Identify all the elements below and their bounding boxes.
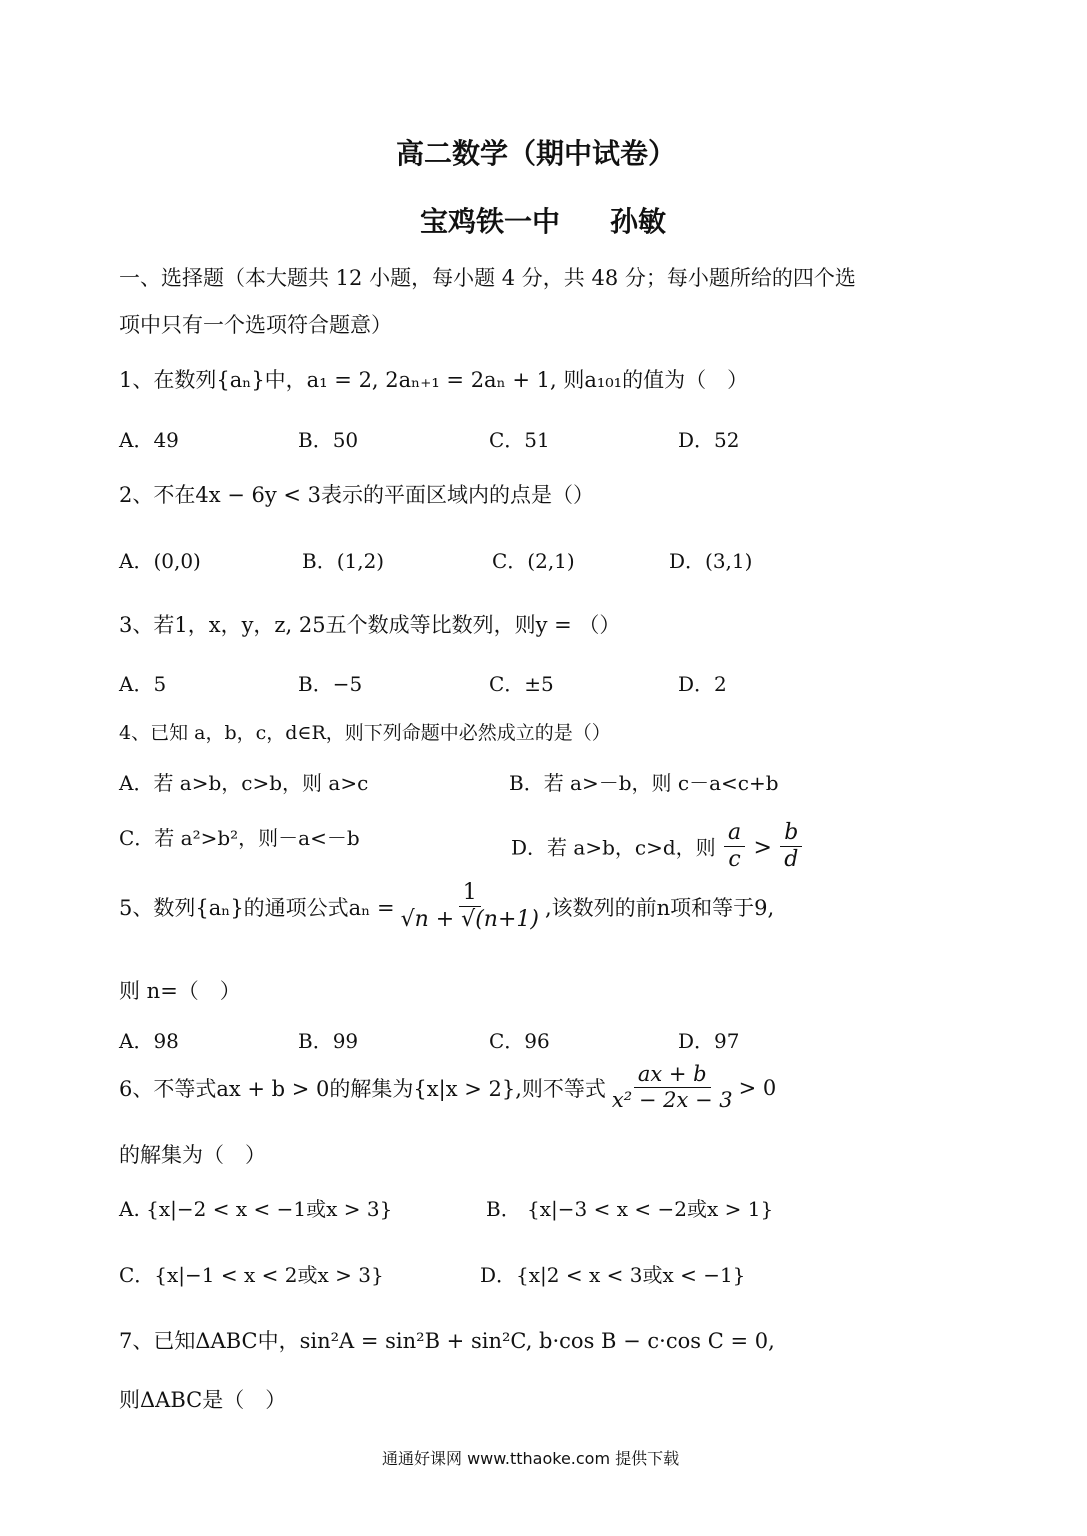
- question-6-stem-post: > 0: [738, 1075, 777, 1100]
- question-6-option-d: D．{x|2 < x < 3或x < −1}: [480, 1263, 746, 1287]
- question-2-option-a: A．(0,0): [119, 549, 201, 573]
- question-2-stem: 2、不在4x − 6y < 3表示的平面区域内的点是（）: [119, 483, 595, 507]
- page-title: 高二数学（期中试卷）: [396, 137, 677, 170]
- question-4-stem: 4、已知 a，b，c，d∈R，则下列命题中必然成立的是（）: [119, 722, 611, 744]
- question-6-option-b: B． {x|−3 < x < −2或x > 1}: [486, 1197, 774, 1221]
- question-3-stem: 3、若1，x，y，z, 25五个数成等比数列，则y = （）: [119, 613, 621, 637]
- question-7-stem-line2: 则ΔABC是（ ）: [119, 1388, 287, 1412]
- question-1-option-c: C．51: [489, 428, 550, 452]
- question-1-option-a: A．49: [119, 428, 179, 452]
- question-1-option-d: D．52: [678, 428, 740, 452]
- question-1-option-b: B．50: [298, 428, 359, 452]
- question-3-option-d: D．2: [678, 672, 727, 696]
- fraction-numerator: ax + b: [634, 1062, 711, 1088]
- question-2-option-c: C．(2,1): [492, 549, 575, 573]
- author-name: 孙敏: [610, 205, 667, 238]
- fraction-a-over-c: [724, 820, 745, 874]
- question-5-stem-line2: 则 n=（ ）: [119, 979, 241, 1003]
- question-7-stem: 7、已知ΔABC中，sin²A = sin²B + sin²C, b·cos B − c·cos C = 0,: [119, 1329, 775, 1353]
- question-6-option-a: A. {x|−2 < x < −1或x > 3}: [119, 1197, 393, 1221]
- question-4-option-c: C．若 a²>b²，则－a<－b: [119, 826, 360, 850]
- fraction-b-over-d: [780, 820, 802, 874]
- question-5-stem-post: ,该数列的前n项和等于9,: [544, 895, 775, 920]
- question-2-option-b: B．(1,2): [302, 549, 385, 573]
- question-4-option-d: [511, 822, 804, 876]
- question-5-stem: [119, 880, 774, 934]
- fraction-denominator: x² − 2x − 3: [611, 1088, 733, 1113]
- question-6-stem: [119, 1062, 776, 1113]
- question-5-option-c: C．96: [489, 1029, 550, 1053]
- question-3-option-b: B．−5: [298, 672, 363, 696]
- greater-than-sign: >: [753, 835, 772, 861]
- question-5-option-d: D．97: [678, 1029, 740, 1053]
- fraction-general-term: [397, 880, 543, 934]
- question-4-option-a: A．若 a>b，c>b，则 a>c: [119, 771, 369, 795]
- question-4-option-d-text: D．若 a>b，c>d，则: [511, 835, 716, 860]
- question-1-stem: 1、在数列{aₙ}中，a₁ = 2, 2aₙ₊₁ = 2aₙ + 1, 则a₁₀₁的值为（ ）: [119, 368, 749, 392]
- question-5-option-b: B．99: [298, 1029, 359, 1053]
- fraction-numerator: b: [780, 820, 802, 847]
- footer-download-note: 通通好课网 www.tthaoke.com 提供下载: [382, 1449, 680, 1468]
- question-3-option-c: C．±5: [489, 672, 554, 696]
- question-6-option-c: C．{x|−1 < x < 2或x > 3}: [119, 1263, 384, 1287]
- question-5-stem-pre: 5、数列{aₙ}的通项公式aₙ =: [119, 895, 395, 920]
- question-6-stem-pre: 6、不等式ax + b > 0的解集为{x|x > 2},则不等式: [119, 1076, 606, 1101]
- fraction-numerator: a: [724, 820, 745, 847]
- question-2-option-d: D．(3,1): [669, 549, 753, 573]
- question-3-option-a: A．5: [119, 672, 167, 696]
- question-5-option-a: A．98: [119, 1029, 179, 1053]
- section-heading-line1: 一、选择题（本大题共 12 小题，每小题 4 分，共 48 分；每小题所给的四个选: [119, 266, 856, 290]
- fraction-denominator: d: [784, 847, 799, 873]
- fraction-denominator: c: [728, 847, 741, 873]
- fraction-denominator: √n + √(n+1): [400, 907, 539, 933]
- question-4-option-b: B．若 a>－b，则 c－a<c+b: [509, 771, 779, 795]
- question-6-stem-line2: 的解集为（ ）: [119, 1143, 266, 1167]
- school-name: 宝鸡铁一中: [420, 205, 561, 238]
- fraction-numerator: 1: [459, 880, 481, 907]
- fraction-inequality: [608, 1062, 737, 1113]
- section-heading-line2: 项中只有一个选项符合题意）: [119, 313, 392, 337]
